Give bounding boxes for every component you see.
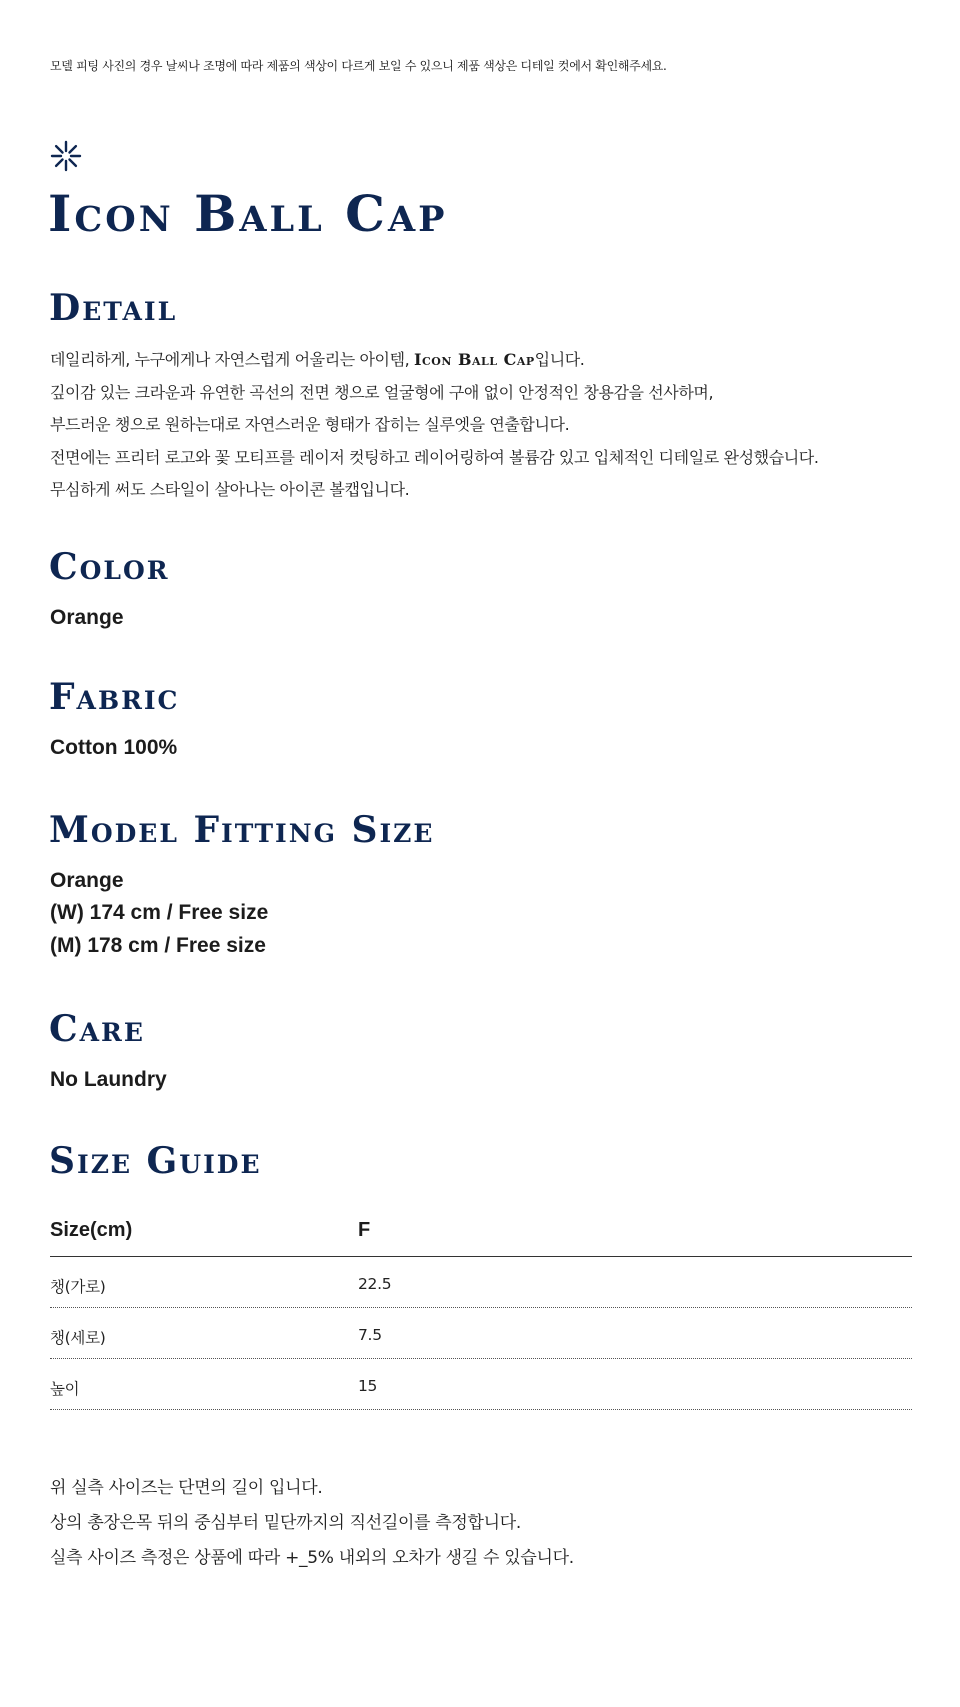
table-row (50, 1308, 912, 1359)
table-row (50, 1359, 912, 1410)
detail-line-1 (50, 344, 819, 377)
measurement-notes (50, 1471, 574, 1576)
product-title: Icon Ball Cap (48, 184, 448, 243)
detail-line-4: 전면에는 프리터 로고와 꽃 모티프를 레이저 컷팅하고 레이어링하여 볼륨감 있고 입체적인 디테일로 완성했습니다. (50, 447, 819, 467)
row-value: 15 (358, 1377, 378, 1395)
care-value: No Laundry (50, 1068, 167, 1091)
detail-line-5: 무심하게 써도 스타일이 살아나는 아이콘 볼캡입니다. (50, 480, 410, 499)
snowflake-asterisk-icon (50, 140, 82, 172)
color-heading: Color (49, 546, 170, 588)
detail-line-2: 깊이감 있는 크라운과 유연한 곡선의 전면 챙으로 얼굴형에 구애 없이 안정적인 창용감을 선사하며, (50, 382, 714, 402)
care-heading: Care (49, 1008, 145, 1050)
model-fitting-heading: Model Fitting Size (49, 809, 435, 851)
model-fitting-color: Orange (50, 869, 124, 892)
note-line-1: 위 실측 사이즈는 단면의 길이 입니다. (50, 1478, 323, 1498)
column-header-size: Size(cm) (50, 1219, 133, 1241)
size-guide-table (50, 1203, 912, 1410)
detail-description (50, 344, 819, 507)
detail-line-3: 부드러운 챙으로 원하는대로 자연스러운 형태가 잡히는 실루엣을 연출합니다. (50, 415, 570, 434)
row-label: 높이 (50, 1380, 80, 1398)
color-value: Orange (50, 606, 124, 629)
model-fitting-women: (W) 174 cm / Free size (50, 901, 269, 924)
size-guide-heading: Size Guide (49, 1140, 262, 1182)
fabric-value: Cotton 100% (50, 736, 178, 759)
row-label: 챙(가로) (50, 1278, 106, 1296)
detail-heading: Detail (49, 287, 178, 329)
note-line-2: 상의 총장은목 뒤의 중심부터 밑단까지의 직선길이를 측정합니다. (50, 1513, 522, 1533)
column-header-f: F (358, 1219, 371, 1241)
model-fitting-men: (M) 178 cm / Free size (50, 934, 266, 957)
row-value: 7.5 (358, 1326, 382, 1344)
fabric-heading: Fabric (49, 676, 180, 718)
detail-line-1-suffix: 입니다. (534, 350, 585, 369)
note-line-3: 실측 사이즈 측정은 상품에 따라 +_5% 내외의 오차가 생길 수 있습니다. (50, 1548, 574, 1568)
row-value: 22.5 (358, 1275, 392, 1293)
detail-product-name: Icon Ball Cap (414, 350, 535, 369)
color-notice: 모델 피팅 사진의 경우 날씨나 조명에 따라 제품의 색상이 다르게 보일 수 있으니 제품 색상은 디테일 컷에서 확인해주세요. (50, 59, 667, 73)
row-label: 챙(세로) (50, 1329, 106, 1347)
table-header-row (50, 1203, 912, 1257)
detail-line-1-prefix: 데일리하게, 누구에게나 자연스럽게 어울리는 아이템, (50, 350, 415, 369)
table-row (50, 1257, 912, 1308)
